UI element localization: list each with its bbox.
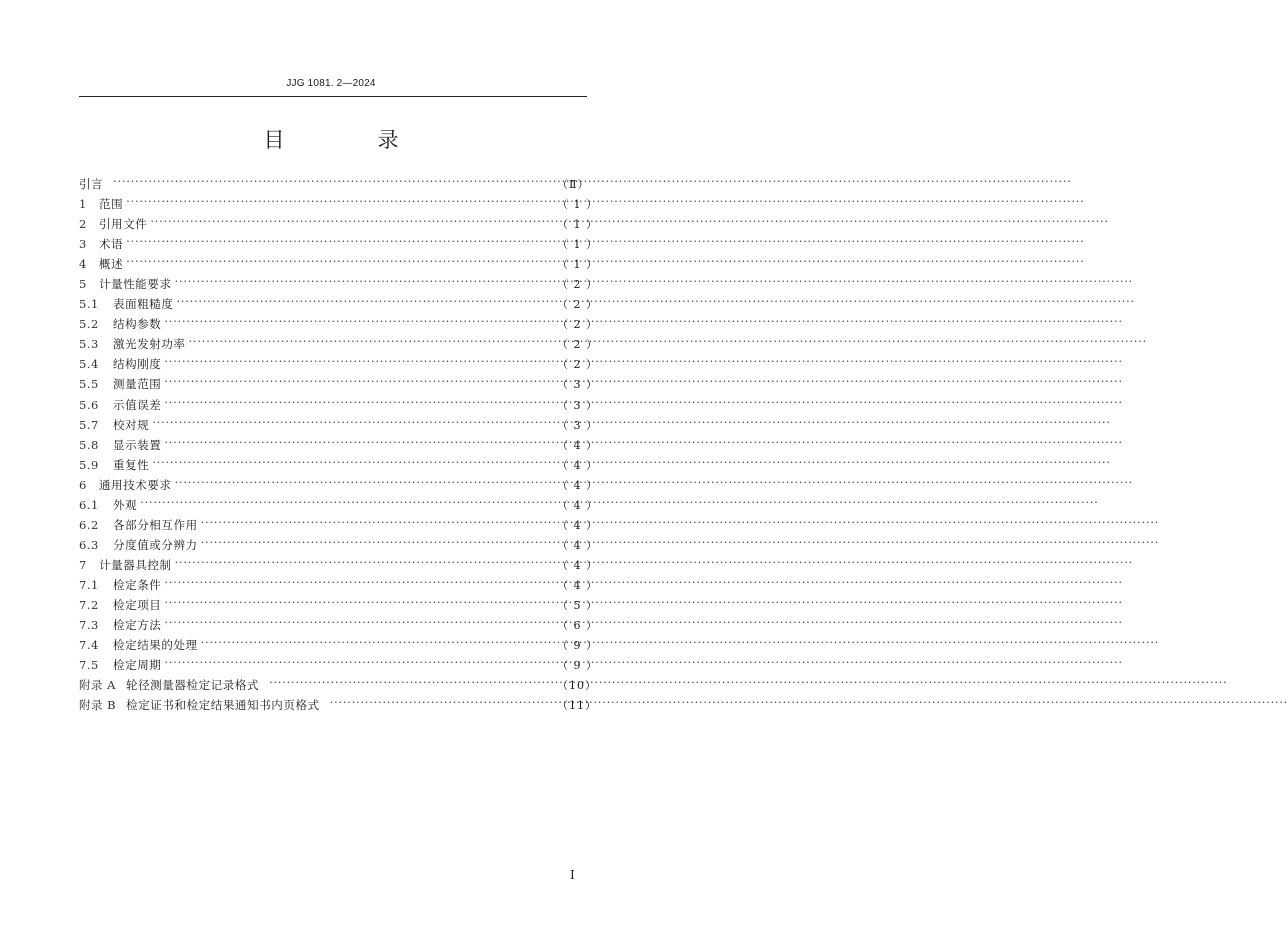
toc-entry-page: （ 1 ） [557,198,598,212]
toc-entry-page: （ 4 ） [557,458,598,472]
toc-entry-number: 4 [79,257,87,272]
toc-entry-page: （ 1 ） [557,218,598,232]
toc-entry-label: 检定证书和检定结果通知书内页格式 [126,698,320,713]
toc-dot-leader [164,318,554,330]
toc-entry[interactable] [79,214,598,234]
toc-entry-page: （ 4 ） [557,478,598,492]
toc-dot-leader [201,519,554,531]
toc-entry-label: 检定周期 [113,658,162,673]
toc-entry-label: 分度值或分辨力 [113,537,198,552]
toc-entry-page: （ 3 ） [557,418,598,432]
toc-entry-label: 检定项目 [113,598,162,612]
toc-dot-leader [201,639,554,651]
toc-entry-page: （Ⅱ） [557,178,590,192]
toc-entry-page: （ 3 ） [557,378,598,392]
toc-entry[interactable] [79,535,598,555]
toc-entry-page: （ 5 ） [557,599,598,612]
toc-entry-number: 5.9 [79,457,99,472]
toc-entry[interactable] [79,395,598,415]
toc-dot-leader [175,278,554,290]
toc-entry[interactable] [79,354,598,374]
toc-entry-page: （10） [557,679,597,693]
toc-dot-leader [150,218,554,230]
toc-entry[interactable] [79,655,598,675]
toc-entry-number: 6.1 [79,497,99,512]
toc-entry-page: （ 2 ） [557,358,598,372]
toc-entry-page: （ 9 ） [557,659,598,673]
toc-dot-leader [152,419,554,431]
toc-entry[interactable] [79,415,598,435]
toc-entry-page: （ 1 ） [557,258,598,272]
toc-entry[interactable] [79,314,598,334]
toc-entry-number: 5.6 [79,397,99,412]
toc-entry-page: （ 2 ） [557,278,598,292]
toc-entry-label: 检定方法 [113,618,162,633]
toc-entry[interactable] [79,495,598,515]
toc-entry-label: 表面粗糙度 [113,297,174,312]
toc-entry[interactable] [79,374,598,394]
footer-page-number: Ⅰ [570,868,575,882]
toc-dot-leader [126,258,554,270]
toc-dot-leader [164,619,554,631]
toc-entry-number: 7 [79,557,87,572]
toc-dot-leader [201,539,554,551]
toc-entry-number: 附录 A [79,678,116,693]
toc-entry-number: 5.5 [79,377,99,392]
toc-entry-number: 6.3 [79,537,99,552]
toc-entry-label: 检定结果的处理 [113,638,198,653]
toc-dot-leader [152,459,554,471]
toc-dot-leader [164,599,554,611]
toc-entry[interactable] [79,635,598,655]
toc-dot-leader [126,198,554,210]
toc-entry-label: 各部分相互作用 [113,517,198,532]
toc-entry-page: （ 4 ） [557,438,598,452]
toc-dot-leader [164,378,554,390]
toc-entry-number: 3 [79,237,87,252]
toc-entry-label: 概述 [99,257,124,272]
toc-dot-leader [175,559,554,571]
toc-entry-label: 结构刚度 [113,357,162,372]
toc-entry-number: 1 [79,197,87,212]
toc-entry-number: 7.1 [79,577,99,592]
toc-entry-label: 显示装置 [113,437,162,452]
table-of-contents [79,174,598,715]
toc-entry-number: 2 [79,217,87,232]
toc-entry-number: 附录 B [79,698,117,713]
toc-entry[interactable] [79,615,598,635]
toc-entry[interactable] [79,174,590,194]
toc-entry[interactable] [79,194,598,214]
toc-entry-label: 轮径测量器检定记录格式 [125,678,260,693]
toc-entry-label: 重复性 [113,457,150,472]
toc-entry[interactable] [79,334,598,354]
toc-dot-leader [177,298,555,310]
toc-entry-label: 校对规 [113,417,150,432]
toc-entry[interactable] [79,435,598,455]
toc-entry-label: 检定条件 [113,577,162,592]
toc-entry-number: 7.4 [79,638,99,653]
toc-entry-page: （ 9 ） [557,639,598,653]
toc-dot-leader [140,499,554,511]
toc-entry[interactable] [79,595,598,615]
toc-entry-label: 激光发射功率 [113,337,186,352]
toc-entry-page: （ 4 ） [557,578,598,592]
toc-entry-label: 引用文件 [99,217,148,232]
toc-entry-page: （ 6 ） [557,619,598,633]
toc-entry-page: （11） [557,699,597,713]
toc-entry-page: （ 2 ） [557,338,598,352]
toc-entry[interactable] [79,695,597,715]
toc-entry-label: 示值误差 [113,397,162,412]
toc-entry-number: 6.2 [79,517,99,532]
toc-entry-page: （ 2 ） [557,318,598,332]
toc-entry-number: 7.3 [79,618,99,633]
toc-dot-leader [164,579,554,591]
toc-entry-number: 5.3 [79,337,99,352]
toc-entry-page: （ 2 ） [557,298,598,312]
toc-entry-number: 5.2 [79,317,99,332]
toc-dot-leader [113,178,554,190]
toc-entry-label: 通用技术要求 [99,477,172,492]
toc-entry-number: 7.2 [79,598,99,612]
toc-dot-leader [164,399,554,411]
toc-entry-page: （ 4 ） [557,498,598,512]
toc-entry-label: 范围 [99,197,124,212]
toc-entry-number: 5 [79,277,87,292]
toc-dot-leader [189,338,554,350]
toc-entry[interactable] [79,294,598,314]
toc-entry-number: 5.7 [79,417,99,432]
toc-entry-number: 5.4 [79,357,99,372]
toc-entry-page: （ 1 ） [557,238,598,252]
toc-dot-leader [164,659,554,671]
toc-entry-number: 5.1 [79,297,99,312]
toc-entry-page: （ 4 ） [557,518,598,532]
toc-entry-label: 结构参数 [113,317,162,332]
toc-entry[interactable] [79,675,597,695]
toc-entry[interactable] [79,455,598,475]
toc-entry-label: 外观 [113,497,138,512]
toc-entry-label: 术语 [99,237,124,252]
toc-dot-leader [164,439,554,451]
toc-entry[interactable] [79,234,598,254]
toc-entry[interactable] [79,254,598,274]
toc-dot-leader [175,479,554,491]
toc-dot-leader [126,238,554,250]
toc-entry-label: 计量器具控制 [99,557,172,572]
toc-entry[interactable] [79,475,598,495]
toc-dot-leader [330,699,554,711]
toc-entry-number: 5.8 [79,437,99,452]
toc-entry-page: （ 4 ） [557,558,598,572]
toc-entry-label: 测量范围 [113,377,162,392]
toc-entry[interactable] [79,274,598,294]
document-id-header: JJG 1081. 2—2024 [286,78,376,89]
toc-entry[interactable] [79,555,598,575]
toc-entry-page: （ 3 ） [557,398,598,412]
toc-entry-page: （ 4 ） [557,538,598,552]
toc-dot-leader [164,358,554,370]
page-title: 目 录 [263,128,435,152]
toc-entry-number: 7.5 [79,658,99,673]
toc-entry[interactable] [79,575,598,595]
toc-entry-label: 引言 [79,177,104,192]
header-rule [79,96,587,97]
toc-entry-label: 计量性能要求 [99,277,172,292]
toc-entry[interactable] [79,515,598,535]
toc-entry-number: 6 [79,477,87,492]
toc-dot-leader [269,679,554,691]
